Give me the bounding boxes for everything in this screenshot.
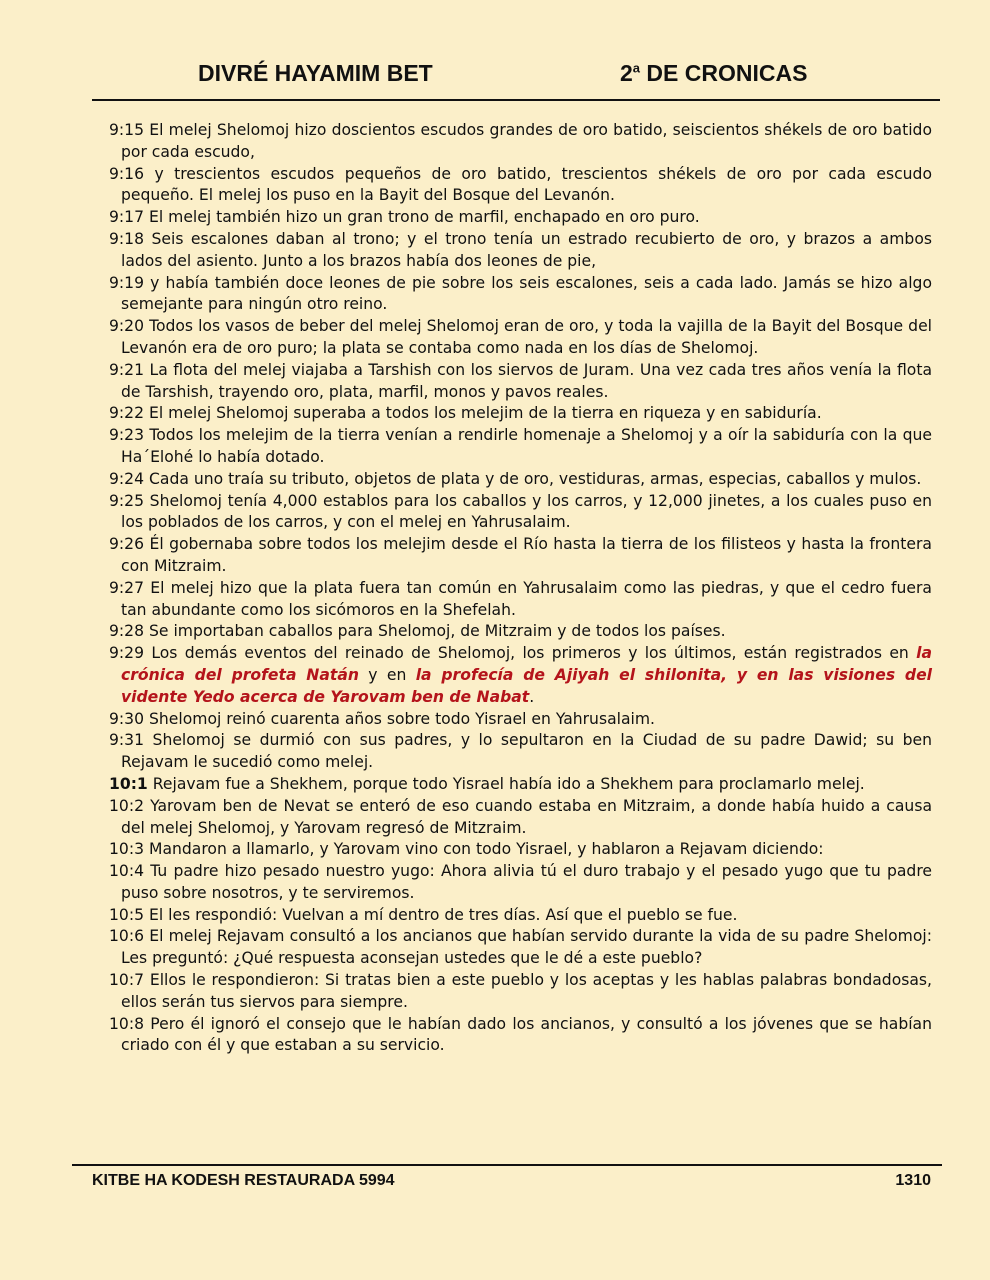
chapter-start-ref: 10:1: [109, 774, 148, 793]
verse-9-23: [109, 425, 932, 469]
verse-ref: 9:28: [109, 622, 145, 641]
verse-ref: 10:2: [109, 796, 145, 815]
verse-ref: 10:7: [109, 971, 145, 990]
page-number: 1310: [895, 1172, 931, 1189]
verse-9-30: [109, 709, 932, 731]
verse-10-7: [109, 970, 932, 1014]
verse-text: El melej Shelomoj hizo doscientos escudos grandes de oro batido, seiscientos shékels de oro batido por cada escudo,: [121, 121, 932, 161]
verse-text: Ellos le respondieron: Si tratas bien a este pueblo y los aceptas y les hablas palabras bondadosas, ellos serán tus siervos para siempre.: [121, 971, 932, 1011]
verse-9-27: [109, 578, 932, 622]
verse-ref: 9:19: [109, 273, 145, 292]
footer-title: KITBE HA KODESH RESTAURADA 5994: [92, 1172, 395, 1189]
book-alt-number: 2: [620, 60, 633, 86]
verse-ref: 9:16: [109, 164, 145, 183]
verse-text: y trescientos escudos pequeños de oro batido, trescientos shékels de oro por cada escudo pequeño. El melej los puso en la Bayit del Bosque del Levanón.: [121, 164, 932, 205]
verse-10-5: [109, 905, 932, 927]
verse-text: Todos los melejim de la tierra venían a rendirle homenaje a Shelomoj y a oír la sabiduría con la que Ha´Elohé lo había dotado.: [121, 426, 932, 466]
verse-text: Shelomoj reinó cuarenta años sobre todo Yisrael en Yahrusalaim.: [149, 709, 655, 728]
verse-text: El melej Shelomoj superaba a todos los melejim de la tierra en riqueza y en sabiduría.: [149, 404, 822, 423]
verse-text: y había también doce leones de pie sobre los seis escalones, seis a cada lado. Jamás se hizo algo semejante para ningún otro reino.: [121, 273, 932, 314]
verse-ref: 9:17: [109, 208, 145, 227]
verse-ref: 10:8: [109, 1014, 145, 1033]
verse-10-1: [109, 774, 932, 796]
verse-9-25: [109, 491, 932, 535]
verse-text: Él gobernaba sobre todos los melejim desde el Río hasta la tierra de los filisteos y hasta la frontera con Mitzraim.: [121, 535, 932, 575]
verse-ref: 9:31: [109, 731, 145, 750]
verse-9-18: [109, 229, 932, 273]
header-rule: [92, 99, 940, 101]
source-highlight-natan: la crónica del profeta Natán: [121, 644, 932, 684]
verse-text: Todos los vasos de beber del melej Shelomoj eran de oro, y toda la vajilla de la Bayit del Bosque del Levanón era de oro puro; la plata se contaba como nada en los días de Shelomoj.: [121, 317, 932, 357]
verse-9-17: [109, 207, 932, 229]
verse-9-24: [109, 469, 932, 491]
verse-9-16: [109, 164, 932, 208]
source-highlight-ajiyah: la profecía de Ajiyah el shilonita, y en las visiones del vidente Yedo acerca de Yarovam ben de Nabat: [121, 665, 932, 706]
verse-ref: 9:21: [109, 360, 145, 379]
verse-text: Rejavam fue a Shekhem, porque todo Yisrael había ido a Shekhem para proclamarlo melej.: [152, 774, 865, 793]
verse-text-end: .: [529, 687, 535, 706]
verse-ref: 9:24: [109, 469, 145, 488]
book-alt-ordinal: a: [632, 60, 641, 76]
verse-text: El melej también hizo un gran trono de marfil, enchapado en oro puro.: [149, 208, 700, 227]
verse-text: Mandaron a llamarlo, y Yarovam vino con todo Yisrael, y hablaron a Rejavam diciendo:: [149, 840, 824, 859]
verse-ref: 10:5: [109, 905, 145, 924]
verse-9-29: [109, 643, 932, 708]
verse-10-2: [109, 796, 932, 840]
verse-text: Seis escalones daban al trono; y el trono tenía un estrado recubierto de oro, y brazos a ambos lados del asiento. Junto a los brazos había dos leones de pie,: [121, 229, 932, 270]
verse-text: El melej hizo que la plata fuera tan común en Yahrusalaim como las piedras, y que el cedro fuera tan abundante como los sicómoros en la Shefelah.: [121, 578, 932, 619]
verse-10-8: [109, 1014, 932, 1058]
verse-text-mid: y en: [358, 665, 416, 684]
verse-10-3: [109, 839, 932, 861]
verse-text: Pero él ignoró el consejo que le habían dado los ancianos, y consultó a los jóvenes que se habían criado con él y que estaban a su servicio.: [121, 1014, 932, 1055]
book-alt-rest: DE CRONICAS: [640, 60, 808, 86]
verse-ref: 9:20: [109, 317, 145, 336]
footer-rule: [72, 1164, 942, 1166]
verse-ref: 9:29: [109, 644, 145, 663]
verse-text: El les respondió: Vuelvan a mí dentro de tres días. Así que el pueblo se fue.: [149, 905, 738, 924]
verse-9-22: [109, 403, 932, 425]
verse-ref: 9:23: [109, 426, 145, 445]
verse-text: Shelomoj se durmió con sus padres, y lo sepultaron en la Ciudad de su padre Dawid; su ben Rejavam le sucedió como melej.: [121, 731, 932, 772]
verse-list: [109, 120, 932, 1057]
verse-9-19: [109, 273, 932, 317]
verse-9-26: [109, 534, 932, 578]
verse-ref: 9:26: [109, 535, 145, 554]
verse-ref: 10:3: [109, 840, 145, 859]
verse-text: La flota del melej viajaba a Tarshish con los siervos de Juram. Una vez cada tres años venía la flota de Tarshish, trayendo oro, plata, marfil, monos y pavos reales.: [121, 360, 932, 401]
page-header: [92, 58, 940, 98]
verse-ref: 10:6: [109, 927, 145, 946]
verse-text: Cada uno traía su tributo, objetos de plata y de oro, vestiduras, armas, especias, caballos y mulos.: [149, 469, 922, 488]
book-title: DIVRÉ HAYAMIM BET: [198, 60, 433, 86]
verse-9-15: [109, 120, 932, 164]
verse-ref: 9:30: [109, 709, 145, 728]
verse-text: Los demás eventos del reinado de Shelomoj, los primeros y los últimos, están registrados en: [151, 644, 917, 663]
verse-ref: 9:27: [109, 578, 145, 597]
verse-text: Yarovam ben de Nevat se enteró de eso cuando estaba en Mitzraim, a donde había huido a causa del melej Shelomoj, y Yarovam regresó de Mitzraim.: [121, 796, 932, 837]
verse-9-21: [109, 360, 932, 404]
verse-ref: 9:22: [109, 404, 145, 423]
book-alt-title: [620, 60, 807, 87]
verse-text: El melej Rejavam consultó a los ancianos que habían servido durante la vida de su padre Shelomoj: Les preguntó: ¿Qué respuesta aconsejan ustedes que le dé a este pueblo?: [121, 927, 932, 968]
verse-ref: 9:15: [109, 121, 145, 139]
verse-text: Tu padre hizo pesado nuestro yugo: Ahora alivia tú el duro trabajo y el pesado yugo que tu padre puso sobre nosotros, y te serviremos.: [121, 862, 932, 902]
verse-10-6: [109, 926, 932, 970]
verse-ref: 10:4: [109, 862, 145, 881]
verse-9-31: [109, 730, 932, 774]
verse-9-20: [109, 316, 932, 360]
verse-ref: 9:18: [109, 229, 145, 248]
verse-text: Se importaban caballos para Shelomoj, de Mitzraim y de todos los países.: [149, 622, 726, 641]
verse-9-28: [109, 621, 932, 643]
verse-10-4: [109, 861, 932, 905]
verse-text: Shelomoj tenía 4,000 establos para los caballos y los carros, y 12,000 jinetes, a los cuales puso en los poblados de los carros, y con el melej en Yahrusalaim.: [121, 491, 932, 532]
verse-ref: 9:25: [109, 491, 145, 510]
